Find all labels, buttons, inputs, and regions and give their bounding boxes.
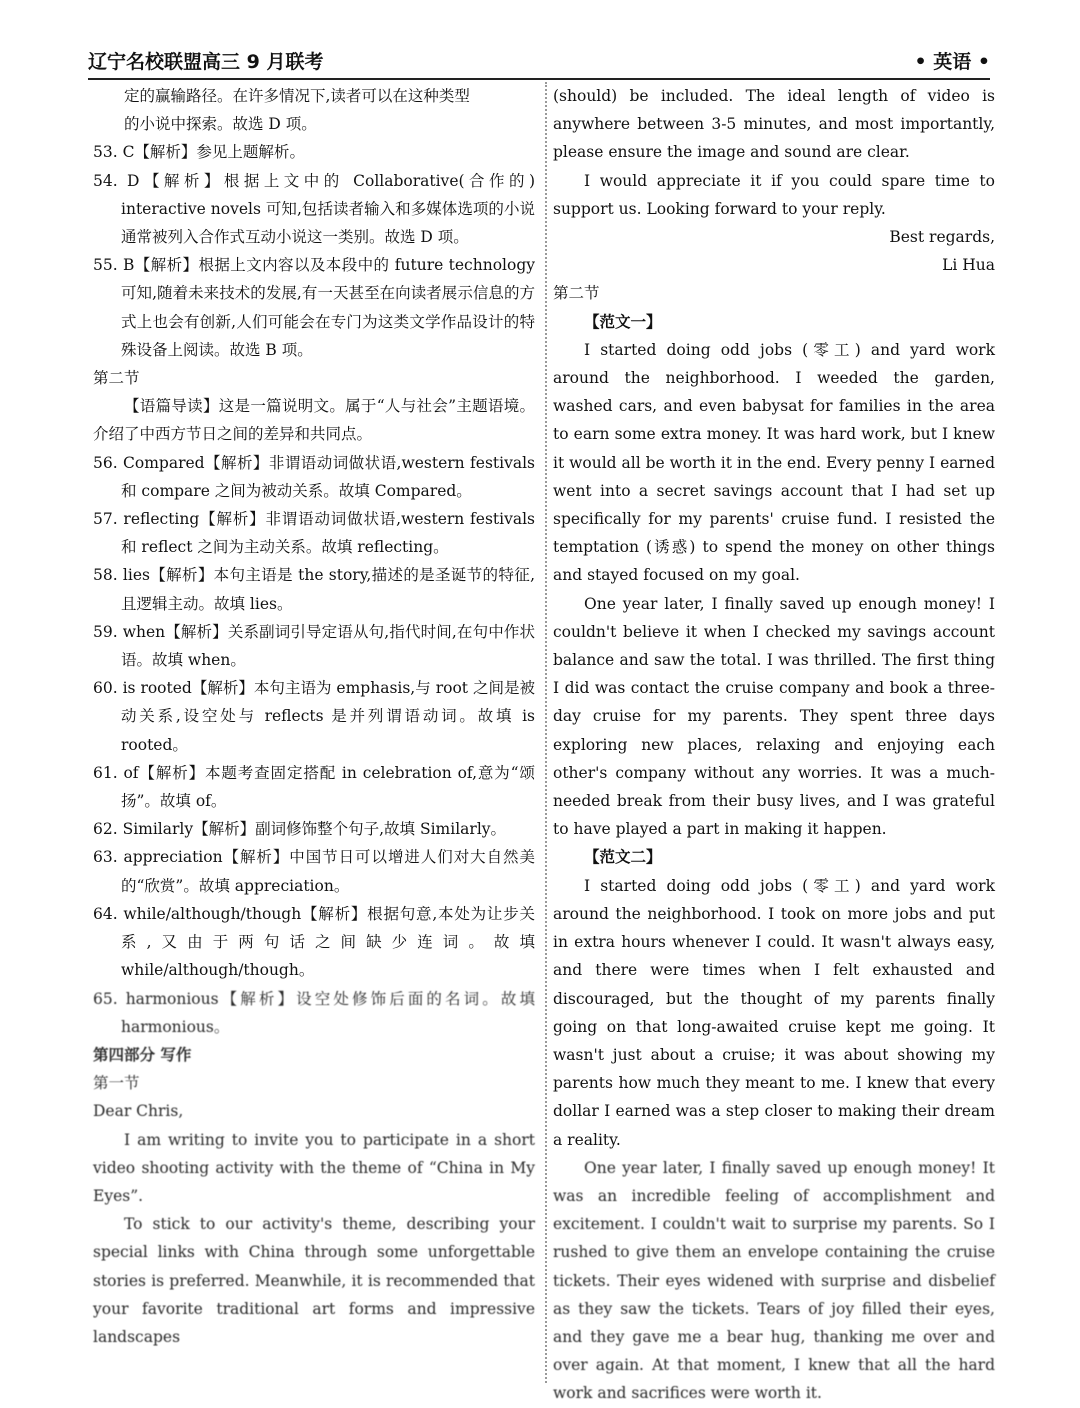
answer-57: 57. reflecting【解析】非谓语动词做状语,western festivals 和 reflect 之间为主动关系。故填 reflecting。 [93,510,535,557]
letter-salutation: Dear Chris, [93,1102,184,1121]
exam-title: 辽宁名校联盟高三 9 月联考 [88,51,324,73]
model-essay-label: 【范文二】 [584,847,662,867]
left-column [93,82,535,1387]
answer-52-continued-end: 的小说中探索。故选 D 项。 [124,115,317,134]
letter-signature: Li Hua [942,256,995,275]
page-header [88,44,990,80]
section-heading: 第一节 [93,1074,140,1093]
answer-52-continued: 定的赢输路径。在许多情况下,读者可以在这种类型 [124,87,470,105]
essay-paragraph: I started doing odd jobs (零工) and yard work around the neighborhood. I weeded the garden, washed cars, and even babysat for families in the area to earn some extra money. It was hard work, but I knew it would all be worth it in the end. Every penny I earned went into a secret savings account that I had set up specifically for my parents' cruise fund. I resisted the temptation (诱惑) to spend the money on other things and stayed focused on my goal. [553,340,996,585]
answer-64: 64. while/although/though【解析】根据句意,本处为让步关系,又由于两句话之间缺少连词。故填 while/although/though。 [93,904,535,980]
right-column [553,82,996,1403]
letter-paragraph: I am writing to invite you to participate in a short video shooting activity with the theme of “China in My Eyes”. [93,1130,535,1205]
essay-paragraph: One year later, I finally saved up enough money! It was an incredible feeling of accomplishment and excitement. I couldn't wait to surprise my parents. So I rushed to give them an envelope containing the cruise tickets. Their eyes widened with surprise and disbelief as they saw the tickets. Tears of joy filled their eyes, and they gave me a bear hug, thanking me over and over again. At that moment, I knew that all the hard work and sacrifices were worth it. [553,1158,995,1403]
answer-56: 56. Compared【解析】非谓语动词做状语,western festivals 和 compare 之间为被动关系。故填 Compared。 [93,453,535,500]
section-heading: 第二节 [553,284,600,303]
passage-guide: 【语篇导读】这是一篇说明文。属于“人与社会”主题语境。介绍了中西方节日之间的差异和共同点。 [93,397,535,444]
model-essay-label: 【范文一】 [584,311,662,331]
answer-59: 59. when【解析】关系副词引导定语从句,指代时间,在句中作状语。故填 when。 [93,622,535,670]
answer-53: 53. C【解析】参见上题解析。 [93,143,305,162]
answer-65: 65. harmonious【解析】设空处修饰后面的名词。故填 harmonious。 [93,989,535,1036]
essay-paragraph: I started doing odd jobs (零工) and yard work around the neighborhood. I took on more jobs and put in extra hours whenever I could. It wasn't always easy, and there were times when I felt exhausted and discouraged, but the thought of my parents finally going on that long-awaited cruise kept me going. It wasn't just about a cruise; it was about showing my parents how much they meant to me. I knew that every dollar I earned was a step closer to making their dream a reality. [553,876,995,1149]
answer-63: 63. appreciation【解析】中国节日可以增进人们对大自然美的“欣赏”。故填 appreciation。 [93,848,535,895]
letter-paragraph: (should) be included. The ideal length of video is anywhere between 3-5 minutes, and most importantly, please ensure the image and sound are clear. [553,87,995,162]
column-divider [545,82,547,1383]
letter-paragraph: To stick to our activity's theme, describing your special links with China through some unforgettable stories is preferred. Meanwhile, it is recommended that your favorite traditional art forms and impressive landscapes [93,1215,535,1346]
answer-58: 58. lies【解析】本句主语是 the story,描述的是圣诞节的特征,且逻辑主动。故填 lies。 [93,566,535,613]
subject-label: • 英语 • [914,51,990,73]
answer-60: 60. is rooted【解析】本句主语为 emphasis,与 root 之间是被动关系,设空处与 reflects 是并列谓语动词。故填 is rooted。 [93,679,535,754]
section-heading: 第二节 [93,369,140,388]
answer-62: 62. Similarly【解析】副词修饰整个句子,故填 Similarly。 [93,820,507,839]
letter-paragraph: I would appreciate it if you could spare time to support us. Looking forward to your reply. [553,171,995,218]
answer-54: 54. D【解析】根据上文中的 Collaborative(合作的) interactive novels 可知,包括读者输入和多媒体选项的小说通常被列入合作式互动小说这一类别。故选 D 项。 [93,171,535,247]
essay-paragraph: One year later, I finally saved up enough money! I couldn't believe it when I checked my savings account balance and saw the total. I was thrilled. The first thing I did was contact the cruise company and book a three-day cruise for my parents. They spent three days exploring new places, relaxing and enjoying each other's company without any worries. It was a much-needed break from their busy lives, and I was grateful to have played a part in making it happen. [553,594,995,839]
part-heading: 第四部分 写作 [93,1044,192,1064]
answer-61: 61. of【解析】本题考查固定搭配 in celebration of,意为“颂扬”。故填 of。 [93,763,535,811]
letter-closing: Best regards, [889,228,995,247]
answer-55: 55. B【解析】根据上文内容以及本段中的 future technology 可知,随着未来技术的发展,有一天甚至在向读者展示信息的方式上也会有创新,人们可能会在专门为这类文学作品设计的特殊设备上阅读。故选 B 项。 [93,256,535,359]
